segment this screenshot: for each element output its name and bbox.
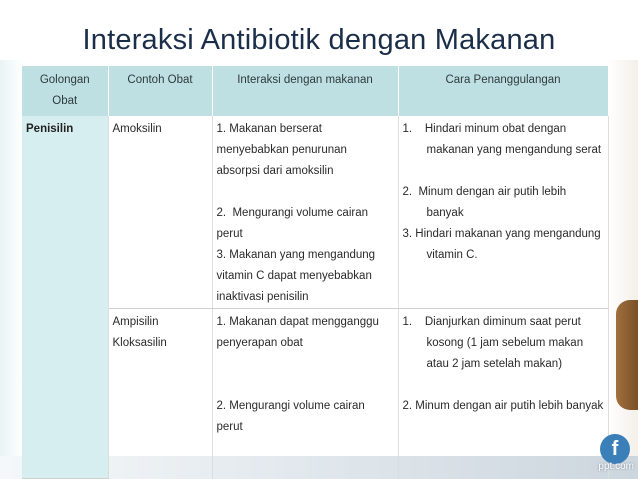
drug-name: Ampisilin Kloksasilin <box>112 316 167 349</box>
interaction-cell <box>212 116 398 309</box>
header-cara: Cara Penanggulangan <box>398 66 608 116</box>
solution-item: 1. Dianjurkan diminum saat perut kosong (1 jam sebelum makan atau 2 jam setelah makan) <box>402 316 587 370</box>
solution-item: 1. Hindari minum obat dengan makanan yang mengandung serat <box>402 123 602 156</box>
interaction-item: 2. Mengurangi volume cairan perut <box>216 400 369 433</box>
phone-image <box>616 300 638 410</box>
left-decoration <box>0 60 22 479</box>
drug-name: Amoksilin <box>112 123 162 135</box>
table-header-row <box>22 66 608 116</box>
table-row <box>22 116 608 309</box>
interaction-item: 2. Mengurangi volume cairan perut <box>216 207 372 240</box>
solution-item: 2. Minum dengan air putih lebih banyak <box>402 400 604 412</box>
watermark: ppt.com <box>598 461 634 472</box>
group-cell: Penisilin <box>22 116 108 479</box>
right-decoration <box>608 60 638 479</box>
solution-item: 3. Hindari makanan yang mengandung vitamin C. <box>402 228 604 261</box>
solution-cell <box>398 309 608 479</box>
interaction-item: 1. Makanan berserat menyebabkan penurunan absorpsi dari amoksilin <box>216 123 351 177</box>
header-interaksi: Interaksi dengan makanan <box>212 66 398 116</box>
solution-cell <box>398 116 608 309</box>
interaction-item: 1. Makanan dapat mengganggu penyerapan obat <box>216 316 383 349</box>
drug-cell <box>108 309 212 479</box>
header-contoh: Contoh Obat <box>108 66 212 116</box>
table-row <box>22 309 608 479</box>
interaction-cell <box>212 309 398 479</box>
slide-title: Interaksi Antibiotik dengan Makanan <box>82 24 556 56</box>
interaction-table <box>22 66 609 479</box>
drug-cell <box>108 116 212 309</box>
header-golongan: Golongan Obat <box>22 66 108 116</box>
facebook-icon[interactable]: f <box>600 434 630 464</box>
interaction-item: 3. Makanan yang mengandung vitamin C dapat menyebabkan inaktivasi penisilin <box>216 249 379 303</box>
solution-item: 2. Minum dengan air putih lebih banyak <box>402 186 570 219</box>
